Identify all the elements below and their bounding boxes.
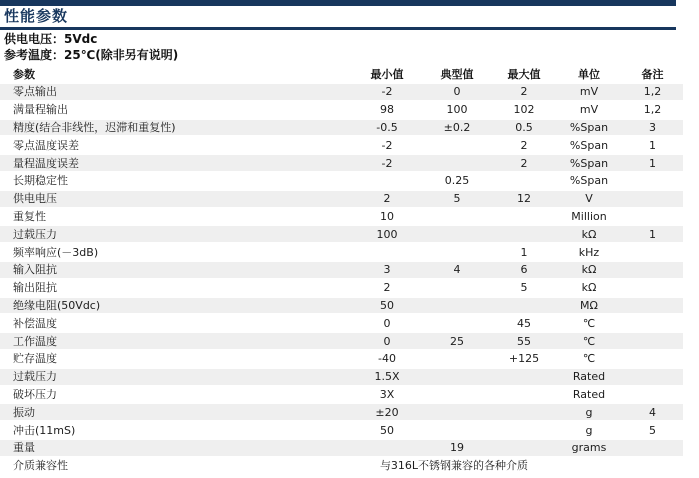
cell-note (622, 350, 683, 368)
cell-min: 10 (352, 208, 422, 226)
cell-note (622, 243, 683, 261)
cell-param: 破坏压力 (0, 386, 352, 404)
cell-note (622, 386, 683, 404)
table-row (0, 368, 683, 386)
header-note: 备注 (622, 64, 683, 84)
cell-typ (422, 243, 492, 261)
cell-min: 98 (352, 101, 422, 119)
page-title: 性能参数 (4, 7, 69, 25)
cell-unit: %Span (556, 136, 622, 154)
cell-typ: 4 (422, 261, 492, 279)
cell-typ: 5 (422, 190, 492, 208)
cell-unit: ℃ (556, 314, 622, 332)
cell-param: 振动 (0, 403, 352, 421)
cell-max: +125 (492, 350, 556, 368)
cell-param: 零点输出 (0, 84, 352, 101)
cell-note (622, 190, 683, 208)
cell-typ: 0 (422, 84, 492, 101)
cell-max: 2 (492, 154, 556, 172)
table-row (0, 136, 683, 154)
cell-unit: Million (556, 208, 622, 226)
top-accent-bar (0, 0, 676, 6)
cell-note: 1,2 (622, 84, 683, 101)
test-conditions (4, 32, 178, 63)
cell-param: 介质兼容性 (0, 457, 352, 475)
cell-max: 2 (492, 84, 556, 101)
cell-note (622, 261, 683, 279)
cell-unit: MΩ (556, 297, 622, 315)
cell-note: 4 (622, 403, 683, 421)
cell-min: 0 (352, 332, 422, 350)
cell-max (492, 439, 556, 457)
table-row (0, 172, 683, 190)
cell-max (492, 403, 556, 421)
cell-param: 绝缘电阻(50Vdc) (0, 297, 352, 315)
cell-param: 精度(结合非线性，迟滞和重复性) (0, 119, 352, 137)
cell-param: 频率响应(－3dB) (0, 243, 352, 261)
cell-note (622, 208, 683, 226)
cell-param: 工作温度 (0, 332, 352, 350)
cell-typ (422, 421, 492, 439)
table-row (0, 403, 683, 421)
cell-max: 5 (492, 279, 556, 297)
cell-note (622, 279, 683, 297)
cell-note: 5 (622, 421, 683, 439)
spec-table-body (0, 84, 683, 475)
cell-unit: Rated (556, 368, 622, 386)
table-row (0, 297, 683, 315)
cell-max (492, 368, 556, 386)
cell-typ (422, 208, 492, 226)
cell-param: 重复性 (0, 208, 352, 226)
header-unit: 单位 (556, 64, 622, 84)
cell-note (622, 439, 683, 457)
cell-min: -2 (352, 136, 422, 154)
cell-param: 满量程输出 (0, 101, 352, 119)
cell-unit: grams (556, 439, 622, 457)
cell-min: -0.5 (352, 119, 422, 137)
title-underline (0, 27, 676, 30)
cell-note: 1 (622, 225, 683, 243)
cell-param: 过载压力 (0, 368, 352, 386)
cell-unit: Rated (556, 386, 622, 404)
cell-note (622, 314, 683, 332)
cell-note (622, 368, 683, 386)
cell-typ (422, 154, 492, 172)
table-row (0, 439, 683, 457)
cell-typ (422, 297, 492, 315)
table-row (0, 119, 683, 137)
table-row (0, 225, 683, 243)
cell-min: -40 (352, 350, 422, 368)
cell-max (492, 297, 556, 315)
cell-unit: g (556, 403, 622, 421)
cell-max: 55 (492, 332, 556, 350)
cell-max: 1 (492, 243, 556, 261)
cell-unit: mV (556, 101, 622, 119)
cell-param: 过载压力 (0, 225, 352, 243)
cell-param: 输入阻抗 (0, 261, 352, 279)
table-row (0, 208, 683, 226)
table-row (0, 457, 683, 475)
cell-note: 3 (622, 119, 683, 137)
table-row (0, 101, 683, 119)
table-row (0, 421, 683, 439)
reference-temperature-line: 参考温度：25℃(除非另有说明) (4, 47, 179, 62)
cell-param: 冲击(11mS) (0, 421, 352, 439)
cell-param: 长期稳定性 (0, 172, 352, 190)
header-min: 最小值 (352, 64, 422, 84)
table-row (0, 332, 683, 350)
cell-param: 补偿温度 (0, 314, 352, 332)
cell-note: 1 (622, 136, 683, 154)
cell-typ (422, 350, 492, 368)
cell-typ: 100 (422, 101, 492, 119)
cell-min: 100 (352, 225, 422, 243)
cell-typ: ±0.2 (422, 119, 492, 137)
table-row (0, 243, 683, 261)
spec-table (0, 64, 683, 476)
cell-unit: %Span (556, 172, 622, 190)
cell-min: 2 (352, 279, 422, 297)
cell-max: 0.5 (492, 119, 556, 137)
table-row (0, 261, 683, 279)
supply-voltage-line: 供电电压：5Vdc (4, 32, 98, 46)
cell-note: 1,2 (622, 101, 683, 119)
cell-unit: V (556, 190, 622, 208)
header-typ: 典型值 (422, 64, 492, 84)
table-row (0, 84, 683, 101)
cell-min (352, 243, 422, 261)
header-max: 最大值 (492, 64, 556, 84)
table-header-row (0, 64, 683, 84)
cell-min: 3X (352, 386, 422, 404)
cell-note (622, 457, 683, 475)
table-row (0, 386, 683, 404)
cell-note (622, 172, 683, 190)
cell-max: 102 (492, 101, 556, 119)
cell-max (492, 172, 556, 190)
cell-typ: 25 (422, 332, 492, 350)
table-row (0, 279, 683, 297)
cell-max (492, 208, 556, 226)
table-row (0, 314, 683, 332)
cell-note: 1 (622, 154, 683, 172)
cell-max: 2 (492, 136, 556, 154)
cell-note (622, 297, 683, 315)
cell-min: ±20 (352, 403, 422, 421)
cell-param: 零点温度误差 (0, 136, 352, 154)
cell-min: 3 (352, 261, 422, 279)
cell-unit: kΩ (556, 279, 622, 297)
table-row (0, 154, 683, 172)
cell-typ (422, 225, 492, 243)
cell-typ (422, 279, 492, 297)
cell-param: 输出阻抗 (0, 279, 352, 297)
cell-unit: kHz (556, 243, 622, 261)
cell-typ (422, 403, 492, 421)
cell-min (352, 439, 422, 457)
cell-typ (422, 368, 492, 386)
cell-unit: %Span (556, 119, 622, 137)
cell-min: 0 (352, 314, 422, 332)
cell-min (352, 172, 422, 190)
cell-unit: kΩ (556, 261, 622, 279)
cell-unit: kΩ (556, 225, 622, 243)
cell-min: -2 (352, 84, 422, 101)
cell-typ: 0.25 (422, 172, 492, 190)
header-param: 参数 (0, 64, 352, 84)
cell-min: 50 (352, 297, 422, 315)
cell-param: 供电电压 (0, 190, 352, 208)
cell-min: 50 (352, 421, 422, 439)
cell-max (492, 421, 556, 439)
cell-typ (422, 314, 492, 332)
cell-unit (556, 457, 622, 475)
cell-typ (422, 386, 492, 404)
cell-unit: mV (556, 84, 622, 101)
cell-unit: g (556, 421, 622, 439)
cell-unit: ℃ (556, 332, 622, 350)
cell-max (492, 225, 556, 243)
cell-media-value: 与316L不锈钢兼容的各种介质 (352, 457, 556, 475)
cell-max (492, 386, 556, 404)
cell-min: 2 (352, 190, 422, 208)
cell-unit: ℃ (556, 350, 622, 368)
cell-param: 贮存温度 (0, 350, 352, 368)
cell-min: 1.5X (352, 368, 422, 386)
cell-note (622, 332, 683, 350)
cell-typ (422, 136, 492, 154)
cell-max: 6 (492, 261, 556, 279)
table-row (0, 350, 683, 368)
table-row (0, 190, 683, 208)
cell-max: 12 (492, 190, 556, 208)
cell-param: 重量 (0, 439, 352, 457)
cell-typ: 19 (422, 439, 492, 457)
cell-min: -2 (352, 154, 422, 172)
cell-param: 量程温度误差 (0, 154, 352, 172)
cell-unit: %Span (556, 154, 622, 172)
cell-max: 45 (492, 314, 556, 332)
